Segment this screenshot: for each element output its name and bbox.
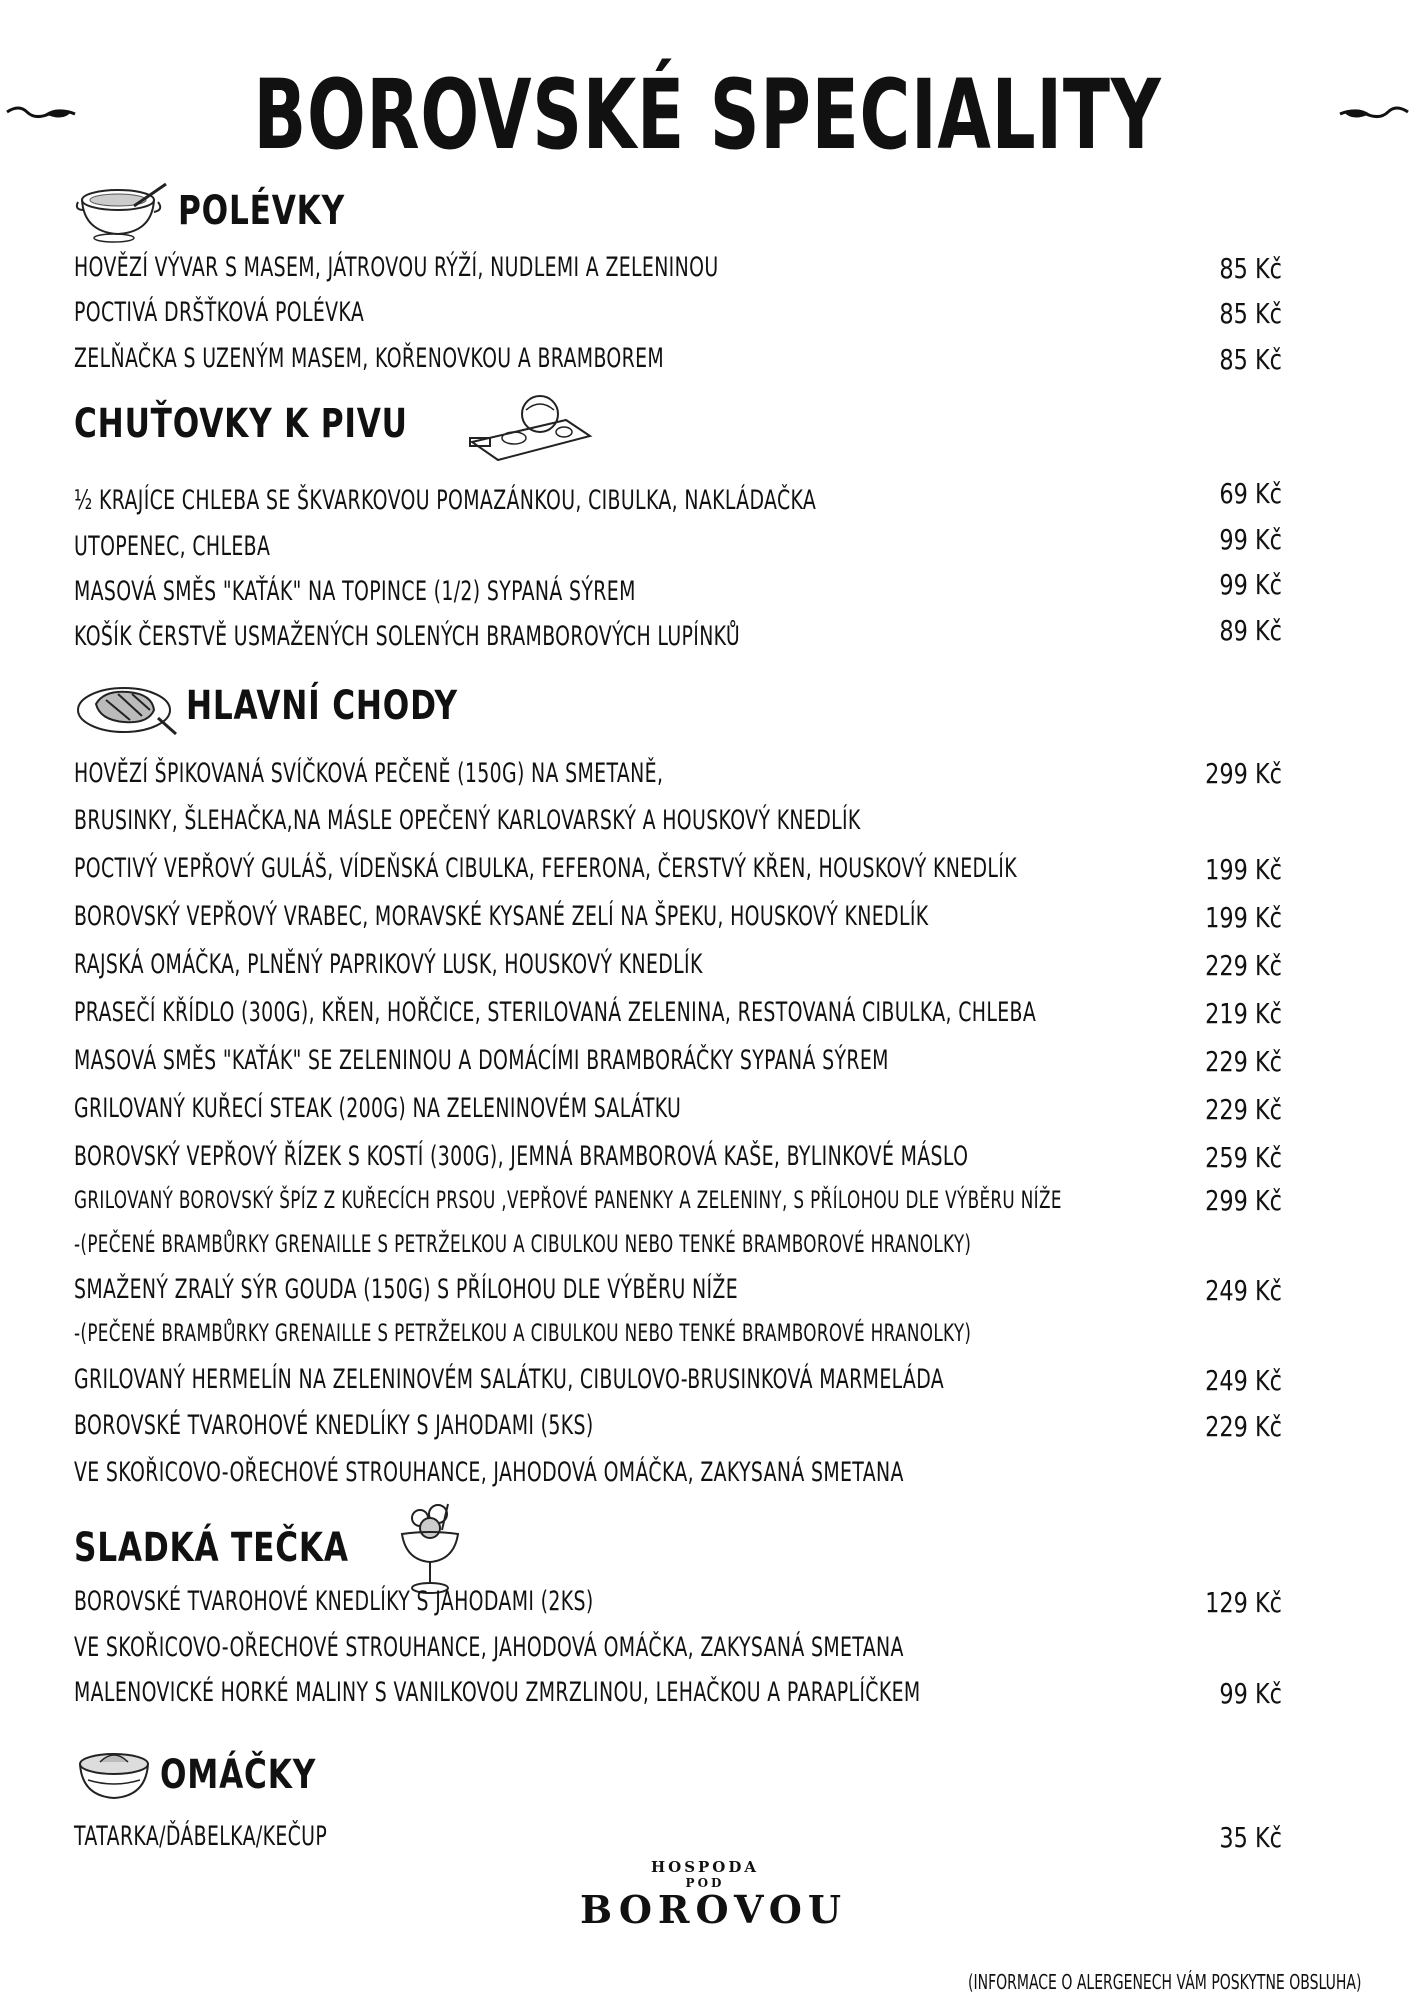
section-sladka (74, 1500, 466, 1596)
menu-item: HOVĚZÍ ŠPIKOVANÁ SVÍČKOVÁ PEČENĚ (150G) NA SMETANĚ, (74, 758, 664, 789)
menu-item: UTOPENEC, CHLEBA (74, 531, 271, 562)
logo-mid-text: POD (685, 1876, 725, 1890)
menu-item: TATARKA/ĎÁBELKA/KEČUP (74, 1821, 328, 1852)
item-price: 249 Kč (1205, 1274, 1282, 1307)
flourish-right-icon (1338, 100, 1410, 130)
item-price: 85 Kč (1219, 343, 1282, 376)
menu-item: BOROVSKÉ TVAROHOVÉ KNEDLÍKY S JAHODAMI (5KS) (74, 1410, 594, 1441)
menu-item: PRASEČÍ KŘÍDLO (300G), KŘEN, HOŘČICE, STERILOVANÁ ZELENINA, RESTOVANÁ CIBULKA, CHLEBA (74, 997, 1037, 1028)
section-hlavni (74, 674, 535, 738)
item-price: 229 Kč (1205, 949, 1282, 982)
page-title: BOROVSKÉ SPECIALITY (253, 59, 1161, 171)
menu-item: RAJSKÁ OMÁČKA, PLNĚNÝ PAPRIKOVÝ LUSK, HOUSKOVÝ KNEDLÍK (74, 949, 703, 980)
section-title: POLÉVKY (178, 188, 345, 234)
allergen-note: (INFORMACE O ALERGENECH VÁM POSKYTNE OBSLUHA) (968, 1970, 1362, 1994)
menu-item: BOROVSKÉ TVAROHOVÉ KNEDLÍKY S JAHODAMI (2KS) (74, 1586, 594, 1617)
item-price: 89 Kč (1219, 614, 1282, 647)
item-price: 99 Kč (1219, 568, 1282, 601)
menu-item: MASOVÁ SMĚS "KAŤÁK" NA TOPINCE (1/2) SYPANÁ SÝREM (74, 576, 636, 607)
item-price: 299 Kč (1205, 1184, 1282, 1217)
grilled-steak-icon (74, 674, 178, 738)
menu-item: SMAŽENÝ ZRALÝ SÝR GOUDA (150G) S PŘÍLOHOU DLE VÝBĚRU NÍŽE (74, 1274, 739, 1305)
logo-top-text: HOSPODA (650, 1858, 760, 1876)
menu-item: BOROVSKÝ VEPŘOVÝ VRABEC, MORAVSKÉ KYSANÉ ZELÍ NA ŠPEKU, HOUSKOVÝ KNEDLÍK (74, 901, 929, 932)
section-title: SLADKÁ TEČKA (74, 1525, 349, 1571)
menu-item: BOROVSKÝ VEPŘOVÝ ŘÍZEK S KOSTÍ (300G), JEMNÁ BRAMBOROVÁ KAŠE, BYLINKOVÉ MÁSLO (74, 1141, 969, 1172)
menu-item: ½ KRAJÍCE CHLEBA SE ŠKVARKOVOU POMAZÁNKOU, CIBULKA, NAKLÁDAČKA (74, 485, 817, 516)
dessert-cup-icon (396, 1500, 466, 1596)
item-price: 35 Kč (1219, 1821, 1282, 1854)
menu-item: GRILOVANÝ BOROVSKÝ ŠPÍZ Z KUŘECÍCH PRSOU ,VEPŘOVÉ PANENKY A ZELENINY, S PŘÍLOHOU DLE VÝBĚRU NÍŽE (74, 1186, 1062, 1214)
item-price: 249 Kč (1205, 1364, 1282, 1397)
menu-item-note: -(PEČENÉ BRAMBŮRKY GRENAILLE S PETRŽELKOU A CIBULKOU NEBO TENKÉ BRAMBOROVÉ HRANOLKY) (74, 1319, 972, 1347)
menu-item: VE SKOŘICOVO-OŘECHOVÉ STROUHANCE, JAHODOVÁ OMÁČKA, ZAKYSANÁ SMETANA (74, 1632, 904, 1663)
item-price: 229 Kč (1205, 1045, 1282, 1078)
menu-item: GRILOVANÝ HERMELÍN NA ZELENINOVÉM SALÁTKU, CIBULOVO-BRUSINKOVÁ MARMELÁDA (74, 1364, 945, 1395)
sauce-bowl-icon (74, 1744, 154, 1806)
item-price: 229 Kč (1205, 1093, 1282, 1126)
snack-board-icon (466, 386, 596, 462)
menu-item: MASOVÁ SMĚS "KAŤÁK" SE ZELENINOU A DOMÁCÍMI BRAMBORÁČKY SYPANÁ SÝREM (74, 1045, 889, 1076)
section-title: HLAVNÍ CHODY (186, 683, 458, 729)
menu-item: POCTIVÁ DRŠŤKOVÁ POLÉVKA (74, 297, 365, 328)
item-price: 99 Kč (1219, 1677, 1282, 1710)
menu-item-note: -(PEČENÉ BRAMBŮRKY GRENAILLE S PETRŽELKOU A CIBULKOU NEBO TENKÉ BRAMBOROVÉ HRANOLKY) (74, 1230, 972, 1258)
section-polevky (74, 176, 392, 246)
menu-item: GRILOVANÝ KUŘECÍ STEAK (200G) NA ZELENINOVÉM SALÁTKU (74, 1093, 682, 1124)
menu-item: BRUSINKY, ŠLEHAČKA,NA MÁSLE OPEČENÝ KARLOVARSKÝ A HOUSKOVÝ KNEDLÍK (74, 805, 861, 836)
flourish-left-icon (5, 100, 77, 130)
section-chutovky (74, 386, 596, 462)
item-price: 129 Kč (1205, 1586, 1282, 1619)
menu-title (0, 60, 1414, 170)
menu-item: VE SKOŘICOVO-OŘECHOVÉ STROUHANCE, JAHODOVÁ OMÁČKA, ZAKYSANÁ SMETANA (74, 1457, 904, 1488)
item-price: 85 Kč (1219, 252, 1282, 285)
section-title: OMÁČKY (160, 1752, 317, 1798)
menu-item: MALENOVICKÉ HORKÉ MALINY S VANILKOVOU ZMRZLINOU, LEHAČKOU A PARAPLÍČKEM (74, 1677, 921, 1708)
logo-main-text: BOROVOU (580, 1887, 847, 1932)
menu-item: POCTIVÝ VEPŘOVÝ GULÁŠ, VÍDEŇSKÁ CIBULKA, FEFERONA, ČERSTVÝ KŘEN, HOUSKOVÝ KNEDLÍK (74, 853, 1017, 884)
item-price: 99 Kč (1219, 523, 1282, 556)
section-title: CHUŤOVKY K PIVU (74, 401, 408, 447)
item-price: 199 Kč (1205, 853, 1282, 886)
section-omacky (74, 1744, 360, 1806)
item-price: 219 Kč (1205, 997, 1282, 1030)
menu-item: KOŠÍK ČERSTVĚ USMAŽENÝCH SOLENÝCH BRAMBOROVÝCH LUPÍNKŮ (74, 621, 741, 652)
item-price: 69 Kč (1219, 477, 1282, 510)
item-price: 199 Kč (1205, 901, 1282, 934)
item-price: 229 Kč (1205, 1410, 1282, 1443)
menu-item: HOVĚZÍ VÝVAR S MASEM, JÁTROVOU RÝŽÍ, NUDLEMI A ZELENINOU (74, 252, 719, 283)
hospoda-logo (580, 1858, 847, 1932)
soup-bowl-icon (74, 176, 172, 246)
menu-item: ZELŇAČKA S UZENÝM MASEM, KOŘENOVKOU A BRAMBOREM (74, 343, 665, 374)
item-price: 299 Kč (1205, 757, 1282, 790)
item-price: 85 Kč (1219, 297, 1282, 330)
item-price: 259 Kč (1205, 1141, 1282, 1174)
